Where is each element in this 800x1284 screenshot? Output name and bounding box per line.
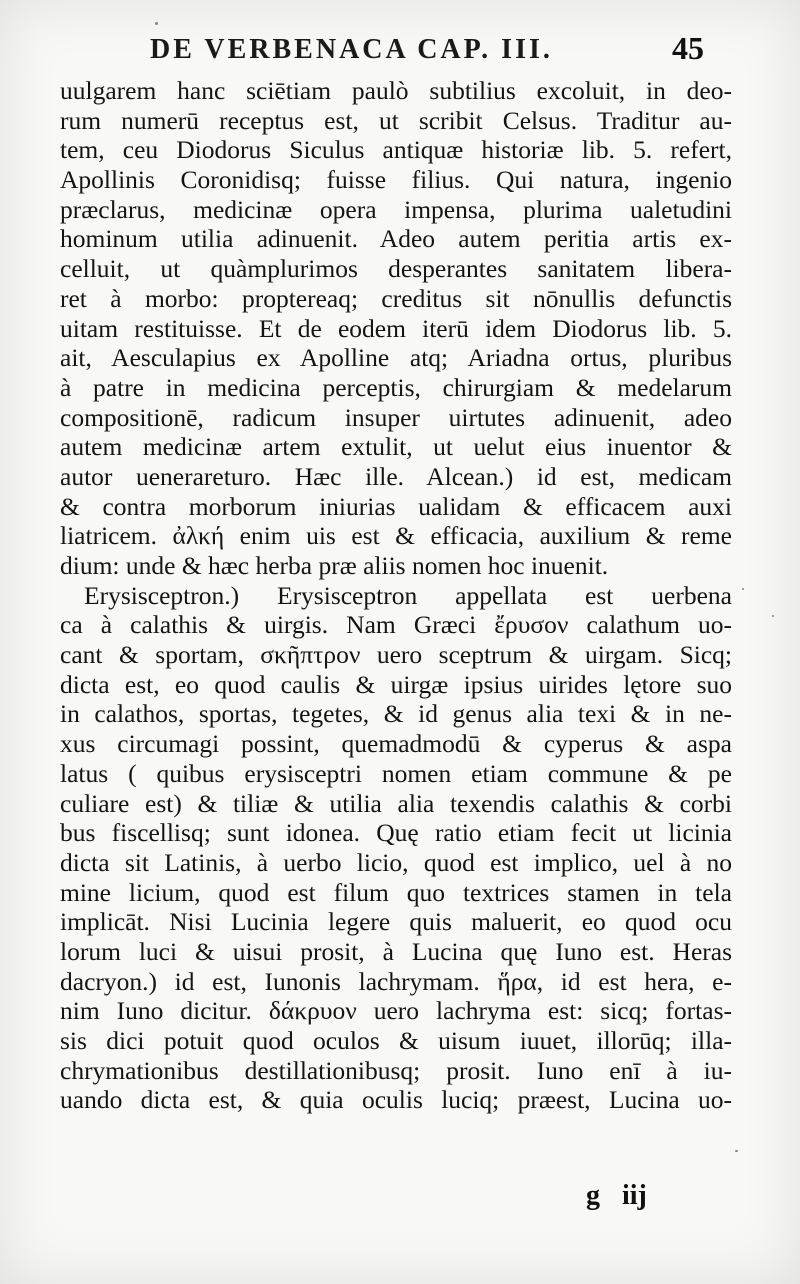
text-line: ret à morbo: proptereaq; creditus sit nōnullis defunctis — [60, 283, 732, 313]
signature-number: iij — [622, 1180, 647, 1211]
text-line: compositionē, radicum insuper uirtutes adinuenit, adeo — [60, 402, 732, 432]
text-line: cant & sportam, σκῆπτρον uero sceptrum & uirgam. Sicq; — [60, 640, 732, 670]
text-line: sis dici potuit quod oculos & uisum iuuet, illorūq; illa- — [60, 1026, 732, 1055]
text-line: ca à calathis & uirgis. Nam Græci ἔρυσον calathum uo- — [60, 610, 732, 640]
text-line: culiare est) & tiliæ & utilia alia texendis calathis & corbi — [60, 788, 732, 818]
signature-letter: g — [586, 1180, 600, 1211]
text-line: uando dicta est, & quia oculis luciq; præest, Lucina uo- — [60, 1085, 732, 1115]
text-line: uitam restituisse. Et de eodem iterū idem Diodorus lib. 5. — [60, 313, 732, 343]
ink-speck — [155, 22, 158, 25]
text-line: nim Iuno dicitur. δάκρυον uero lachryma est: sicq; fortas- — [60, 996, 732, 1026]
text-line: in calathos, sportas, tegetes, & id genus alia texi & in ne- — [60, 699, 732, 729]
text-line: autor uenerareturo. Hæc ille. Alcean.) id est, medicam — [60, 461, 732, 491]
text-line: rum numerū receptus est, ut scribit Celsus. Traditur au- — [60, 105, 732, 135]
text-line: liatricem. ἀλκή enim uis est & efficacia, auxilium & reme — [60, 521, 732, 551]
text-line: implicāt. Nisi Lucinia legere quis maluerit, eo quod ocu — [60, 907, 732, 937]
text-line: hominum utilia adinuenit. Adeo autem peritia artis ex- — [60, 224, 732, 254]
text-line: Apollinis Coronidisq; fuisse filius. Qui natura, ingenio — [60, 165, 732, 195]
ink-speck — [742, 588, 744, 590]
text-line: celluit, ut quàmplurimos desperantes sanitatem libera- — [60, 254, 732, 284]
text-line: autem medicinæ artem extulit, ut uelut eius inuentor & — [60, 432, 732, 462]
body-text — [60, 76, 732, 1115]
signature-mark — [586, 1180, 647, 1212]
text-line: dacryon.) id est, Iunonis lachrymam. ἥρα, id est hera, e- — [60, 966, 732, 996]
text-line: bus fiscellisq; sunt idonea. Quę ratio etiam fecit ut licinia — [60, 818, 732, 848]
text-line: & contra morborum iniurias ualidam & efficacem auxi — [60, 491, 732, 521]
text-line: præclarus, medicinæ opera impensa, plurima ualetudini — [60, 194, 732, 224]
text-line: lorum luci & uisui prosit, à Lucina quę Iuno est. Heras — [60, 936, 732, 966]
page-number: 45 — [672, 30, 704, 66]
text-line: xus circumagi possint, quemadmodū & cyperus & aspa — [60, 729, 732, 759]
running-head: DE VERBENACA CAP. III. — [150, 34, 553, 65]
page-header — [120, 28, 704, 72]
text-line: uulgarem hanc sciētiam paulò subtilius excoluit, in deo- — [60, 76, 732, 105]
text-line: chrymationibus destillationibusq; prosit. Iuno enī à iu- — [60, 1055, 732, 1085]
text-line: tem, ceu Diodorus Siculus antiquæ historiæ lib. 5. refert, — [60, 135, 732, 165]
text-line: Erysisceptron.) Erysisceptron appellata est uerbena — [84, 580, 732, 610]
text-line: mine licium, quod est filum quo textrices stamen in tela — [60, 877, 732, 907]
ink-speck — [735, 1150, 738, 1152]
text-line: dicta sit Latinis, à uerbo licio, quod est implico, uel à no — [60, 847, 732, 877]
text-line: dium: unde & hæc herba præ aliis nomen hoc inuenit. — [60, 551, 609, 580]
text-line: ait, Aesculapius ex Apolline atq; Ariadna ortus, pluribus — [60, 343, 732, 373]
text-line: à patre in medicina perceptis, chirurgiam & medelarum — [60, 372, 732, 402]
text-line: dicta est, eo quod caulis & uirgæ ipsius uirides lętore suo — [60, 669, 732, 699]
text-line: latus ( quibus erysisceptri nomen etiam commune & pe — [60, 758, 732, 788]
ink-speck — [772, 615, 774, 617]
